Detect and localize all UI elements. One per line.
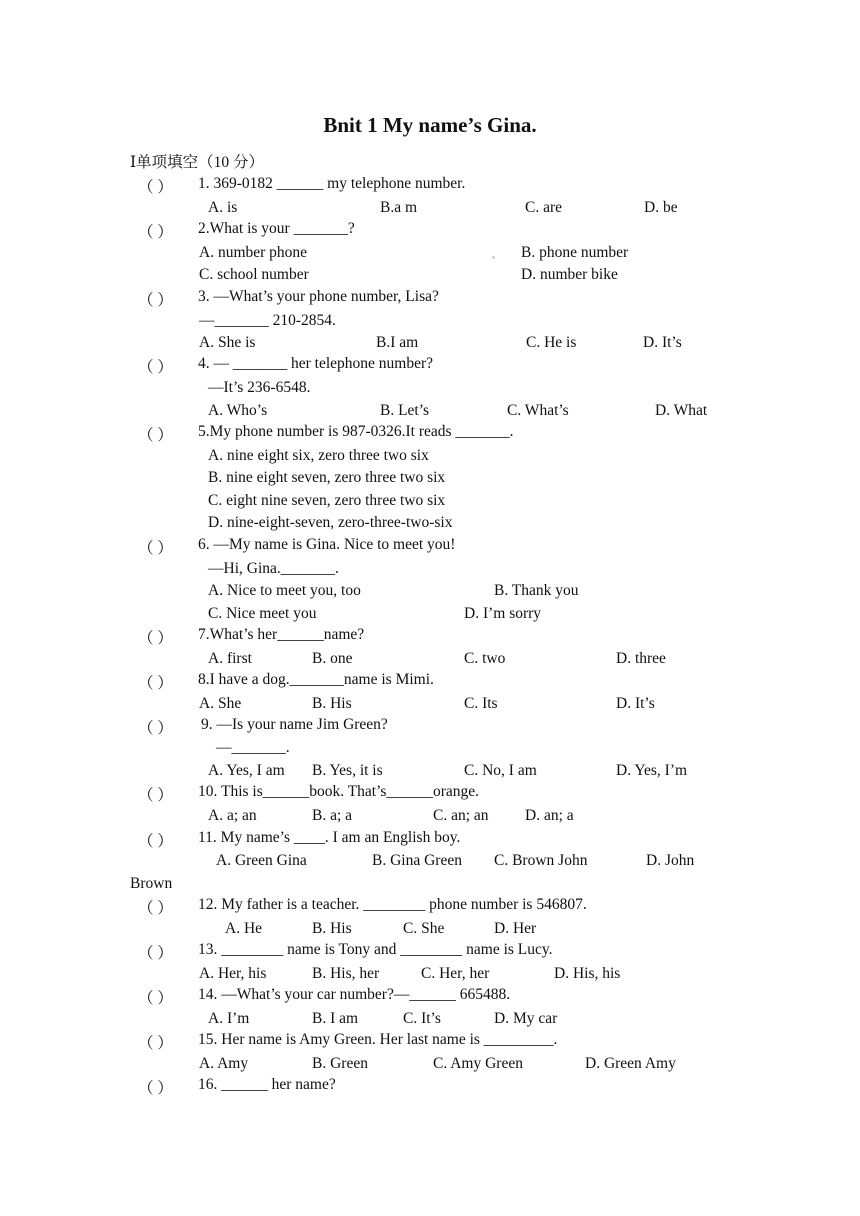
option-c: C. eight nine seven, zero three two six: [208, 492, 446, 509]
option-c: C. No, I am: [464, 762, 537, 779]
scan-speck: [492, 256, 495, 259]
option-a: A. is: [208, 199, 238, 216]
option-a: A. Her, his: [199, 965, 267, 982]
option-a: A. Yes, I am: [208, 762, 285, 779]
option-c: C. Her, her: [421, 965, 490, 982]
option-b: B. Green: [312, 1055, 368, 1072]
answer-paren: （ ）: [138, 990, 173, 1007]
option-d: D. three: [616, 650, 666, 667]
option-a: A. She is: [199, 334, 256, 351]
answer-paren: （ ）: [138, 427, 173, 444]
answer-paren: （ ）: [138, 833, 173, 850]
question-text: 13. ________ name is Tony and ________ name is Lucy.: [198, 941, 553, 958]
option-b: B. His, her: [312, 965, 380, 982]
answer-paren: （ ）: [138, 787, 173, 804]
answer-paren: （ ）: [138, 675, 173, 692]
option-c: C. Brown John: [494, 852, 588, 869]
option-a: A. number phone: [199, 244, 308, 261]
question-text: 9. —Is your name Jim Green?: [201, 716, 388, 733]
question-text: 2.What is your _______?: [198, 220, 355, 237]
option-c: C. are: [525, 199, 563, 216]
option-b: B. His: [312, 920, 352, 937]
option-a: A. Green Gina: [216, 852, 307, 869]
option-d: D. be: [644, 199, 678, 216]
option-d: D. It’s: [616, 695, 655, 712]
option-d: D. I’m sorry: [464, 605, 542, 622]
option-b: B. nine eight seven, zero three two six: [208, 469, 446, 486]
option-d: D. It’s: [643, 334, 682, 351]
option-a: A. I’m: [208, 1010, 250, 1027]
option-d: D. What: [655, 402, 708, 419]
option-a: A. a; an: [208, 807, 257, 824]
option-b: B. Thank you: [494, 582, 579, 599]
question-text: 7.What’s her______name?: [198, 626, 365, 643]
option-c: C. two: [464, 650, 506, 667]
option-b: B. Yes, it is: [312, 762, 383, 779]
question-text: 8.I have a dog._______name is Mimi.: [198, 671, 434, 688]
option-d: D. number bike: [521, 266, 618, 283]
answer-paren: （ ）: [138, 945, 173, 962]
option-c: C. He is: [526, 334, 577, 351]
answer-paren: （ ）: [138, 1080, 173, 1097]
answer-paren: （ ）: [138, 359, 173, 376]
option-b: B. Let’s: [380, 402, 430, 419]
question-text: 3. —What’s your phone number, Lisa?: [198, 288, 439, 305]
option-b: B. I am: [312, 1010, 359, 1027]
option-c: C. It’s: [403, 1010, 441, 1027]
option-a: A. nine eight six, zero three two six: [208, 447, 429, 464]
option-c: C. Nice meet you: [208, 605, 317, 622]
option-d: D. an; a: [525, 807, 574, 824]
option-a: A. He: [225, 920, 263, 937]
answer-paren: （ ）: [138, 224, 173, 241]
question-subline: —It’s 236-6548.: [208, 379, 311, 396]
answer-paren: （ ）: [138, 1035, 173, 1052]
option-a: A. Amy: [199, 1055, 249, 1072]
option-d: D. My car: [494, 1010, 558, 1027]
option-c: C. Amy Green: [433, 1055, 523, 1072]
option-b: B.I am: [376, 334, 419, 351]
option-c: C. What’s: [507, 402, 569, 419]
question-text: 16. ______ her name?: [198, 1076, 336, 1093]
option-d: D. John: [646, 852, 695, 869]
question-text: 14. ―What’s your car number?―______ 665488.: [198, 986, 511, 1003]
question-subline: —_______ 210-2854.: [199, 312, 336, 329]
answer-paren: （ ）: [138, 630, 173, 647]
option-a: A. Nice to meet you, too: [208, 582, 361, 599]
answer-paren: （ ）: [138, 179, 173, 196]
option-a: A. Who’s: [208, 402, 268, 419]
section-heading: Ⅰ单项填空（10 分）: [130, 154, 264, 171]
option-b: B. one: [312, 650, 353, 667]
option-b: B.a m: [380, 199, 418, 216]
option-b: B. a; a: [312, 807, 353, 824]
option-b: B. Gina Green: [372, 852, 462, 869]
answer-paren: （ ）: [138, 900, 173, 917]
option-d: D. Her: [494, 920, 537, 937]
option-d: D. His, his: [554, 965, 621, 982]
option-c: C. school number: [199, 266, 309, 283]
answer-paren: （ ）: [138, 720, 173, 737]
option-d-wrap: Brown: [130, 875, 173, 892]
question-text: 12. My father is a teacher. ________ phone number is 546807.: [198, 896, 587, 913]
option-c: C. She: [403, 920, 445, 937]
question-subline: —Hi, Gina._______.: [208, 560, 339, 577]
question-text: 4. — _______ her telephone number?: [198, 355, 434, 372]
question-text: 11. My name’s ____. I am an English boy.: [198, 829, 461, 846]
option-c: C. Its: [464, 695, 498, 712]
question-text: 1. 369-0182 ______ my telephone number.: [198, 175, 466, 192]
option-d: D. Yes, I’m: [616, 762, 688, 779]
question-subline: —_______.: [216, 739, 290, 756]
option-a: A. She: [199, 695, 242, 712]
option-a: A. first: [208, 650, 252, 667]
question-text: 6. —My name is Gina. Nice to meet you!: [198, 536, 456, 553]
question-text: 5.My phone number is 987-0326.It reads _______.: [198, 423, 514, 440]
option-d: D. nine-eight-seven, zero-three-two-six: [208, 514, 453, 531]
option-d: D. Green Amy: [585, 1055, 676, 1072]
option-b: B. His: [312, 695, 352, 712]
option-c: C. an; an: [433, 807, 489, 824]
answer-paren: （ ）: [138, 540, 173, 557]
option-b: B. phone number: [521, 244, 629, 261]
question-text: 15. Her name is Amy Green. Her last name is _________.: [198, 1031, 558, 1048]
question-text: 10. This is______book. That’s______orange.: [198, 783, 479, 800]
page-title: Bnit 1 My name’s Gina.: [323, 113, 537, 137]
answer-paren: （ ）: [138, 292, 173, 309]
